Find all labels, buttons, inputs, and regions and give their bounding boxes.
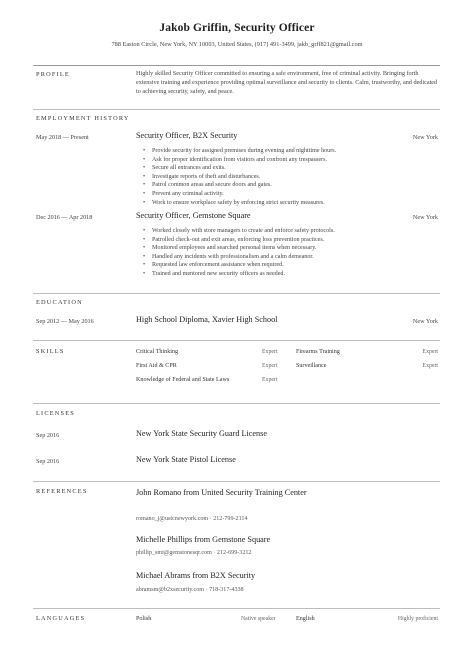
divider	[33, 293, 440, 294]
license-date: Sep 2016	[36, 458, 60, 465]
job-bullets	[143, 147, 336, 207]
job-dates: Dec 2016 — Apr 2018	[36, 214, 93, 221]
skill-name: Knowledge of Federal and State Laws	[136, 377, 230, 383]
job-bullet: • Prevent any criminal activity.	[143, 190, 336, 199]
job-bullet: • Investigate reports of theft and disturbances.	[143, 173, 336, 182]
job-location: New York	[412, 134, 438, 141]
language-level: Highly proficient	[397, 616, 438, 622]
divider	[33, 65, 440, 66]
candidate-name: Jakob Griffin, Security Officer	[159, 22, 315, 34]
reference-name: Michael Abrams from B2X Security	[136, 571, 256, 580]
profile-text: Highly skilled Security Officer committed to ensuring a safe environment, free of criminal activity. Bringing forth extensive training and experience providing optimal surveillance and security to clients. Calm, trustworthy, and dedicated to achieving security, safety, and peace.	[136, 70, 438, 95]
education-dates: Sep 2012 — May 2016	[36, 318, 94, 325]
job-title: Security Officer, B2X Security	[136, 131, 238, 140]
job-bullet: • Patrolled check-out and exit areas, enforcing loss prevention practices.	[143, 236, 335, 245]
job-bullet: • Secure all entrances and exits.	[143, 164, 336, 173]
education-location: New York	[412, 318, 438, 325]
section-title-employment: EMPLOYMENT HISTORY	[36, 115, 130, 122]
license-date: Sep 2016	[36, 432, 60, 439]
job-bullet: • Monitored employees and searched personal items when necessary.	[143, 244, 335, 253]
skill-name: Firearms Training	[296, 349, 340, 355]
job-bullet: • Provide security for assigned premises during evening and nighttime hours.	[143, 147, 336, 156]
language-name: English	[296, 616, 315, 622]
skill-name: First Aid & CPR	[136, 363, 177, 369]
reference-name: John Romano from United Security Training Center	[136, 488, 307, 497]
language-name: Polish	[136, 616, 152, 622]
job-bullet: • Work to ensure workplace safety by enforcing strict security measures.	[143, 199, 336, 208]
divider	[33, 340, 440, 341]
job-bullet: • Ask for proper identification from visitors and confront any trespassers.	[143, 156, 336, 165]
divider	[33, 608, 440, 609]
language-level: Native speaker	[241, 616, 276, 622]
skill-level: Expert	[262, 349, 278, 355]
reference-contact: abramsm@b2xsecurity.com · 718-317-4338	[136, 587, 244, 593]
job-dates: May 2018 — Present	[36, 134, 89, 141]
contact-line: 788 Easton Circle, New York, NY 10003, United States, (917) 491-3499, jakb_grff821@gmail.com	[111, 41, 363, 48]
job-bullet: • Trained and mentored new security officers as needed.	[143, 270, 335, 279]
section-title-education: EDUCATION	[36, 299, 83, 306]
job-location: New York	[412, 214, 438, 221]
license-name: New York State Security Guard License	[136, 429, 267, 438]
section-title-languages: LANGUAGES	[36, 615, 86, 622]
skill-level: Expert	[262, 377, 278, 383]
section-title-licenses: LICENSES	[36, 410, 75, 417]
skill-name: Surveillance	[296, 363, 327, 369]
section-title-skills: SKILLS	[36, 348, 65, 355]
skill-name: Critical Thinking	[136, 349, 179, 355]
job-bullet: • Patrol common areas and secure doors and gates.	[143, 181, 336, 190]
job-bullet: • Worked closely with store managers to create and enforce safety protocols.	[143, 227, 335, 236]
section-title-profile: PROFILE	[36, 71, 70, 78]
license-name: New York State Pistol License	[136, 455, 236, 464]
job-bullet: • Handled any incidents with professionalism and a calm demeanor.	[143, 253, 335, 262]
skill-level: Expert	[422, 363, 438, 369]
job-title: Security Officer, Gemstone Square	[136, 211, 251, 220]
skill-level: Expert	[422, 349, 438, 355]
reference-contact: romano_j@ustcnewyork.com · 212-799-2114	[136, 516, 248, 522]
divider	[33, 403, 440, 404]
divider	[33, 481, 440, 482]
divider	[33, 109, 440, 110]
resume-header	[0, 22, 474, 48]
reference-contact: phillip_smi@gemstonesqr.com · 212-699-3212	[136, 550, 252, 556]
job-bullet: • Requested law enforcement assistance when required.	[143, 261, 335, 270]
degree-title: High School Diploma, Xavier High School	[136, 315, 278, 324]
section-title-references: REFERENCES	[36, 488, 88, 495]
reference-name: Michelle Phillips from Gemstone Square	[136, 535, 271, 544]
skill-level: Expert	[262, 363, 278, 369]
job-bullets	[143, 227, 335, 279]
